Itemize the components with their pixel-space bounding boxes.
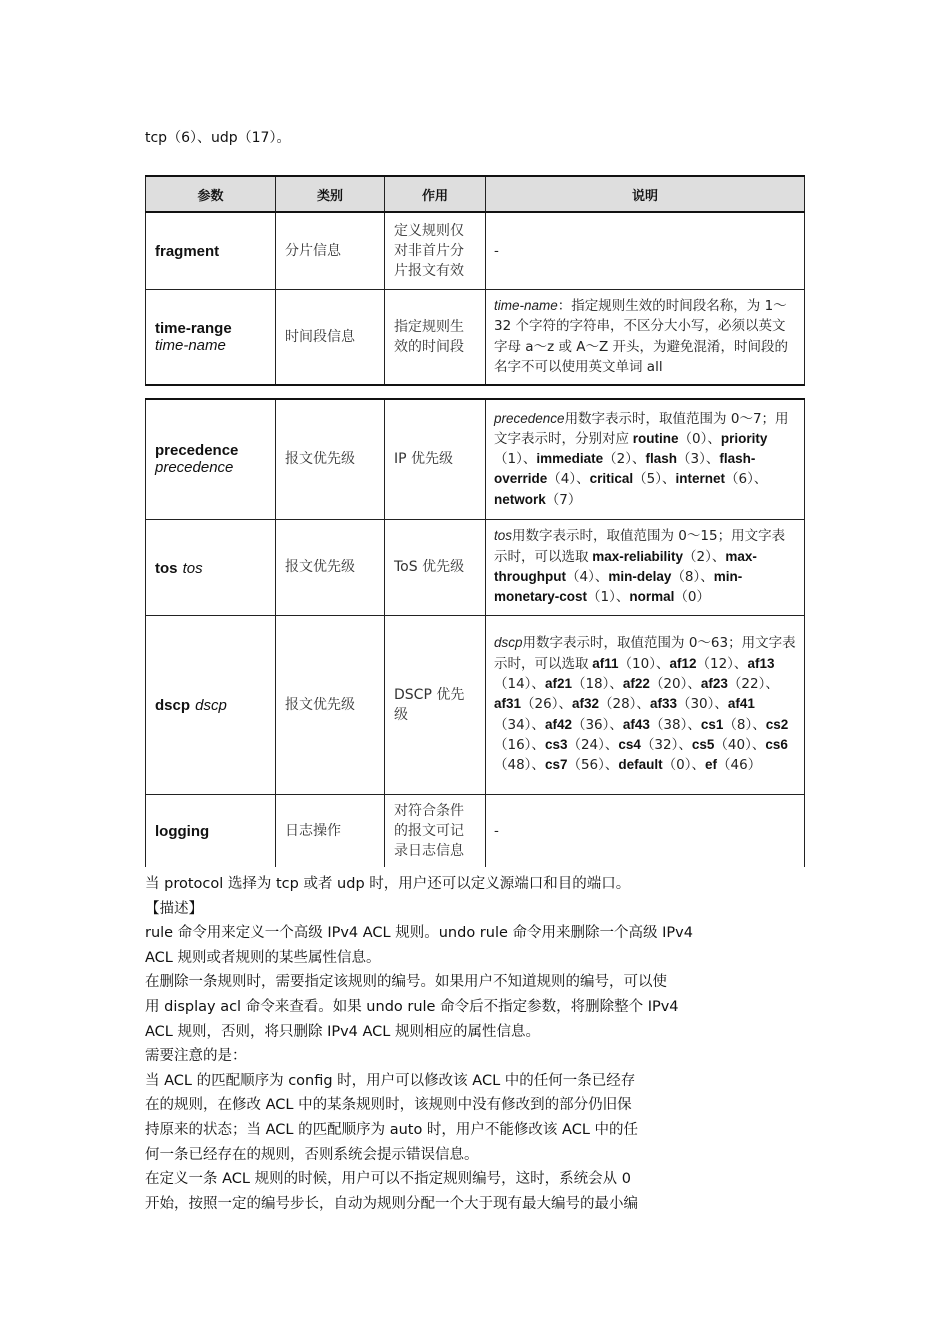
option-keyword: cs2 (765, 716, 789, 732)
desc-text: 用数字表示时，取值范围为 0～7；用文字表示时，分别对应 (494, 410, 789, 447)
option-keyword: af21 (544, 676, 572, 692)
table-row-tos (146, 519, 805, 615)
category-cell: 报文优先级 (276, 519, 385, 615)
body-line: 需要注意的是： (145, 1048, 247, 1065)
desc-arg: tos (494, 528, 513, 544)
option-keyword: af43 (622, 716, 650, 732)
description-cell: - (486, 794, 805, 867)
body-line: ACL 规则或者规则的某些属性信息。 (145, 949, 381, 966)
param-name: dscp (155, 697, 191, 714)
body-line: 当 ACL 的匹配顺序为 config 时，用户可以修改该 ACL 中的任何一条已经存 (145, 1072, 636, 1089)
option-value: （7） (545, 491, 582, 508)
category-cell: 报文优先级 (276, 399, 385, 519)
body-line: 开始，按照一定的编号步长，自动为规则分配一个大于现有最大编号的最小编 (145, 1195, 638, 1212)
option-keyword: cs3 (544, 736, 568, 752)
param-name: tos (155, 559, 178, 577)
category-cell: 时间段信息 (276, 289, 385, 385)
header-description: 说明 (486, 176, 805, 212)
role-cell: 指定规则生效的时间段 (385, 289, 486, 385)
category-cell: 报文优先级 (276, 615, 385, 794)
option-value: （20）、 (649, 676, 701, 693)
option-value: （1）、 (494, 451, 537, 468)
option-value: （28）、 (599, 696, 650, 713)
option-keyword: ef (705, 757, 718, 773)
option-keyword: min-monetary-cost (494, 569, 743, 605)
option-value: （8）、 (723, 716, 766, 733)
param-name: logging (155, 823, 210, 841)
body-line: rule 命令用来定义一个高级 IPv4 ACL 规则。undo rule 命令用来删除一个高级 IPv4 (145, 925, 693, 942)
body-text (145, 872, 785, 1216)
body-line: 当 protocol 选择为 tcp 或者 udp 时，用户还可以定义源端口和目的端口。 (145, 876, 631, 892)
desc-arg: time-name (494, 298, 558, 314)
option-keyword: immediate (536, 451, 604, 467)
param-arg: precedence (155, 459, 234, 477)
option-keyword: af11 (588, 655, 619, 671)
body-line: 【描述】 (145, 900, 203, 917)
option-keyword: network (494, 491, 546, 507)
param-name: time-range (155, 319, 232, 337)
header-category: 类别 (276, 176, 385, 212)
option-value: （10）、 (618, 655, 670, 672)
option-keyword: cs1 (700, 716, 724, 732)
option-value: （48）、 (494, 757, 545, 774)
option-value: （0）、 (678, 430, 721, 447)
table-row-logging (146, 794, 805, 867)
option-value: （34）、 (494, 716, 545, 733)
desc-text: ：指定规则生效的时间段名称，为 1～32 个字符的字符串，不区分大小写，必须以英文字母 a～z 或 A～Z 开头，为避免混淆，时间段的名字不可以使用英文单词 all (494, 298, 789, 376)
option-value: （32）、 (640, 736, 692, 753)
description-cell (486, 399, 805, 519)
table-header-row (146, 176, 805, 212)
body-line: 在的规则，在修改 ACL 中的某条规则时，该规则中没有修改到的部分仍旧保 (145, 1097, 632, 1114)
option-value: （4）、 (547, 471, 590, 488)
option-keyword: internet (675, 471, 726, 487)
description-cell (486, 519, 805, 615)
desc-text: 用数字表示时，取值范围为 0～15；用文字表示时，可以选取 (494, 528, 786, 565)
param-arg: tos (182, 559, 203, 577)
option-keyword: af22 (622, 676, 650, 692)
role-cell: ToS 优先级 (385, 519, 486, 615)
option-keyword: routine (629, 430, 679, 446)
body-line: 用 display acl 命令来查看。如果 undo rule 命令后不指定参数，将删除整个 IPv4 (145, 998, 679, 1015)
option-value: （3）、 (676, 451, 720, 468)
param-name: fragment (155, 243, 220, 261)
option-keyword: af33 (649, 696, 677, 712)
option-value: （12）、 (696, 655, 748, 672)
body-line: 在删除一条规则时，需要指定该规则的编号。如果用户不知道规则的编号，可以使 (145, 974, 667, 991)
body-line: ACL 规则，否则，将只删除 IPv4 ACL 规则相应的属性信息。 (145, 1023, 540, 1040)
description-cell (486, 289, 805, 385)
param-arg: dscp (195, 697, 227, 714)
body-line: 持原来的状态；当 ACL 的匹配顺序为 auto 时，用户不能修改该 ACL 中的任 (145, 1121, 639, 1138)
option-value: （40）、 (714, 736, 766, 753)
option-keyword: cs5 (691, 736, 715, 752)
option-value: （56）、 (567, 757, 619, 774)
option-keyword: af12 (669, 655, 697, 671)
option-value: （8）、 (671, 569, 714, 585)
option-keyword: max-reliability (588, 548, 684, 564)
option-keyword: default (618, 757, 663, 773)
option-value: （0）、 (662, 757, 706, 774)
option-keyword: cs7 (544, 757, 568, 773)
option-keyword: normal (629, 589, 675, 605)
desc-arg: dscp (494, 635, 523, 651)
category-cell: 日志操作 (276, 794, 385, 867)
option-value: （46） (717, 757, 762, 774)
option-keyword: cs4 (618, 736, 641, 752)
option-value: （6）、 (725, 471, 768, 488)
role-cell: DSCP 优先级 (385, 615, 486, 794)
option-value: （26）、 (521, 696, 572, 713)
table-row-dscp (146, 615, 805, 794)
option-value: （2）、 (683, 548, 726, 565)
option-value: （2）、 (603, 451, 646, 468)
body-line: 何一条已经存在的规则，否则系统会提示错误信息。 (145, 1146, 479, 1163)
option-keyword: critical (589, 471, 634, 487)
option-keyword: af32 (571, 696, 599, 712)
role-cell: 对符合条件的报文可记录日志信息 (385, 794, 486, 867)
table-row-time-range (146, 289, 805, 385)
table-row-precedence (146, 399, 805, 519)
option-value: （16）、 (494, 736, 545, 753)
description-cell: - (486, 212, 805, 289)
option-keyword: af41 (727, 696, 755, 712)
option-value: （0） (674, 589, 710, 606)
option-value: （24）、 (567, 736, 619, 753)
option-keyword: af23 (700, 676, 728, 692)
param-name: precedence (155, 442, 239, 460)
option-keyword: cs6 (765, 736, 788, 752)
option-keyword: af13 (747, 655, 775, 671)
param-arg: time-name (155, 336, 226, 354)
option-keyword: max-throughput (494, 548, 757, 584)
option-keyword: priority (720, 430, 768, 446)
option-keyword: af31 (494, 696, 522, 712)
option-value: （30）、 (676, 696, 728, 713)
option-value: （18）、 (571, 676, 623, 693)
role-cell: IP 优先级 (385, 399, 486, 519)
desc-text: 用数字表示时，取值范围为 0～63；用文字表示时，可以选取 (494, 635, 796, 672)
header-param: 参数 (146, 176, 276, 212)
body-line: 在定义一条 ACL 规则的时候，用户可以不指定规则编号，这时，系统会从 0 (145, 1171, 631, 1188)
option-value: （22）、 (727, 676, 779, 693)
option-value: （36）、 (571, 716, 623, 733)
option-keyword: flash-override (494, 451, 756, 487)
parameter-table-part-2 (145, 398, 805, 867)
table-row-fragment (146, 212, 805, 289)
parameter-table-part-1 (145, 175, 805, 386)
category-cell: 分片信息 (276, 212, 385, 289)
description-cell (486, 615, 805, 794)
option-keyword: af42 (544, 716, 572, 732)
header-role: 作用 (385, 176, 486, 212)
option-value: （1）、 (587, 589, 630, 606)
option-value: （38）、 (649, 716, 701, 733)
option-keyword: flash (645, 451, 677, 467)
option-value: （5）、 (633, 471, 676, 488)
option-value: （4）、 (565, 569, 609, 585)
desc-arg: precedence (494, 410, 565, 426)
role-cell: 定义规则仅对非首片分片报文有效 (385, 212, 486, 289)
intro-line: tcp（6）、udp（17）。 (145, 130, 291, 146)
option-keyword: min-delay (608, 569, 672, 584)
option-value: （14）、 (494, 676, 545, 693)
